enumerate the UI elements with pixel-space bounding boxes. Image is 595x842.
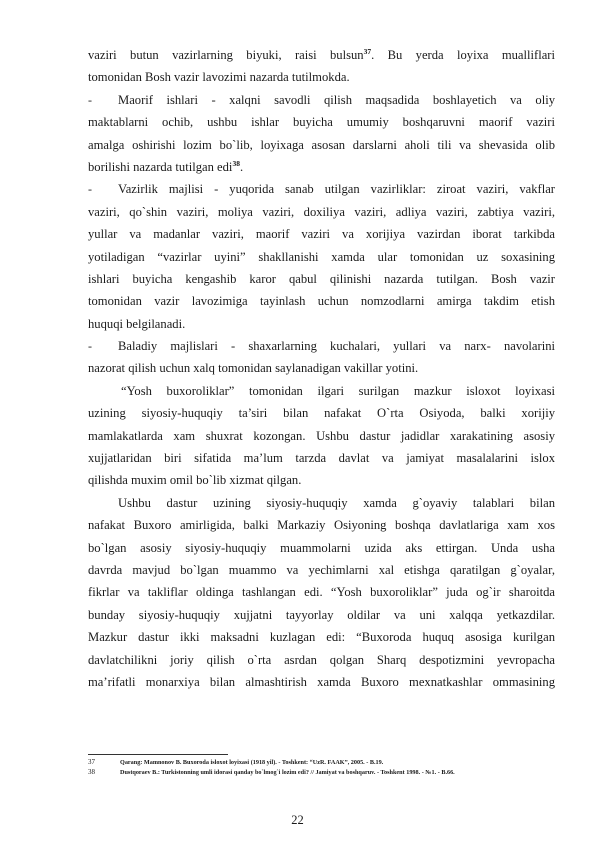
text-line [88, 246, 555, 268]
line-text: borilishi nazarda tutilgan edi [88, 159, 233, 174]
text-line [88, 380, 555, 402]
text-line [88, 425, 555, 447]
document-body [88, 44, 555, 693]
text-line [88, 335, 555, 357]
line-text: amalga oshirishi lozim bo`lib, loyixaga asosan darslarni aholi tili va shevasida olib [88, 137, 555, 152]
line-text: vaziri, qo`shin vaziri, moliya vaziri, doxiliya vaziri, adliya vaziri, zabtiya vaziri, [88, 204, 555, 219]
text-line [88, 111, 555, 133]
text-line [88, 290, 555, 312]
list-bullet-dash: - [88, 182, 92, 197]
list-bullet-dash: - [88, 339, 92, 354]
line-text: ishlari buyicha kengashib karor qabul qilinishi nazarda tutilgan. Bosh vazir [88, 271, 555, 286]
text-line [88, 581, 555, 603]
footnote-number: 38 [88, 768, 95, 776]
footnote-text: Qarang: Mamnonov B. Buxoroda isloxot loyixasi (1918 yil). - Toshkent: “UzR. FAAK”, 2005. - B.19. [120, 759, 384, 766]
text-line [88, 201, 555, 223]
text-line [88, 469, 555, 491]
text-line [88, 223, 555, 245]
footnote-37 [88, 758, 558, 767]
text-line [88, 357, 555, 379]
list-bullet-dash: - [88, 92, 92, 107]
footnote-text: Dustqoraev B.: Turkistonning umli idorasi qanday bo`lmog`i lozim edi? // Jamiyat va boshqaruv. - Toshkent 1998. - №1. - B.66. [120, 769, 455, 776]
text-line [88, 66, 555, 88]
text-line [88, 514, 555, 536]
line-text: davlatchilikni joriy qilish o`rta asrdan qolgan Sharq despotizmini yevropacha [88, 652, 555, 667]
page-number: 22 [291, 813, 304, 827]
line-text: Maorif ishlari - xalqni savodli qilish maqsadida boshlayetich va oliy [118, 92, 555, 107]
line-text: xujjatlaridan biri sifatida ma’lum tarzda davlat va jamiyat masalalarini islox [88, 451, 555, 466]
text-line [88, 44, 555, 66]
line-text: tomonidan Bosh vazir lavozimi nazarda tutilmokda. [88, 70, 350, 85]
line-text: nazorat qilish uchun xalq tomonidan saylanadigan vakillar yotini. [88, 361, 419, 376]
text-line [88, 89, 555, 111]
text-line [88, 402, 555, 424]
line-text: vaziri butun vazirlarning biyuki, raisi bulsun [88, 48, 364, 62]
line-text: Mazkur dastur ikki maksadni kuzlagan edi: “Buxoroda huquq asosiga kurilgan [88, 630, 555, 645]
line-text-cont: . [239, 159, 244, 174]
line-text: uzining siyosiy-huquqiy ta’siri bilan nafakat O`rta Osiyoda, balki xorijiy [88, 406, 555, 421]
line-text: yotiladigan “vazirlar uyini” shakllanishi xamda ular tomonidan uz soxasining [88, 249, 555, 264]
line-text: ma’rifatli monarxiya bilan almashtirish xamda Buxoro mexnatkashlar ommasining [88, 674, 555, 689]
line-text: maktablarni ochib, ushbu ishlar buyicha umumiy boshqaruvni maorif vaziri [88, 115, 555, 130]
text-line [88, 671, 555, 693]
text-line [88, 313, 555, 335]
line-text: huquqi belgilanadi. [88, 316, 186, 331]
line-text: davrda mavjud bo`lgan muammo va yechimlarni xal etishga qaratilgan g`oyalar, [88, 562, 555, 577]
footnote-number: 37 [88, 758, 95, 766]
line-text: bunday siyosiy-huquqiy xujjatni tayyorlay oldilar va uni xalqqa yetkazdilar. [88, 607, 555, 622]
text-line [88, 156, 555, 178]
line-text: “Yosh buxoroliklar” tomonidan ilgari surilgan mazkur isloxot loyixasi [121, 383, 555, 398]
text-line [88, 134, 555, 156]
line-text: Vazirlik majlisi - yuqorida sanab utilgan vazirliklar: ziroat vaziri, vakflar [118, 182, 555, 197]
line-text: Ushbu dastur uzining siyosiy-huquqiy xamda g`oyaviy talablari bilan [118, 495, 555, 510]
line-text: yullar va madanlar vaziri, maorif vaziri va xorijiya vazirdan iborat tarkibda [88, 227, 555, 242]
line-text: Baladiy majlislari - shaxarlarning kuchalari, yullari va narx- navolarini [118, 339, 555, 354]
line-text: mamlakatlarda xam shuxrat kozongan. Ushbu dastur jadidlar xarakatining asosiy [88, 428, 555, 443]
text-line [88, 178, 555, 200]
line-text: qilishda muxim omil bo`lib xizmat qilgan. [88, 473, 302, 488]
line-text: fikrlar va takliflar oldinga tashlangan edi. “Yosh buxoroliklar” juda og`ir sharoitda [88, 585, 555, 600]
text-line [88, 268, 555, 290]
text-line [88, 447, 555, 469]
text-line [88, 649, 555, 671]
text-line [88, 559, 555, 581]
text-line [88, 604, 555, 626]
footnote-ref: 37 [363, 47, 372, 56]
footnote-separator [88, 754, 228, 755]
footnote-ref: 38 [232, 158, 240, 168]
footnote-38 [88, 768, 558, 777]
text-line [88, 492, 555, 514]
line-text: tomonidan vazir lavozimiga tayinlash uchun nomzodlarni amirga takdim etish [88, 294, 555, 309]
line-text-cont: . Bu yerda loyixa mualliflari [371, 48, 555, 62]
text-line [88, 626, 555, 648]
text-line [88, 537, 555, 559]
line-text: bo`lgan asosiy siyosiy-huquqiy muammolarni uzida aks ettirgan. Unda usha [88, 540, 555, 555]
line-text: nafakat Buxoro amirligida, balki Markaziy Osiyoning boshqa davlatlariga xam xos [88, 518, 555, 533]
